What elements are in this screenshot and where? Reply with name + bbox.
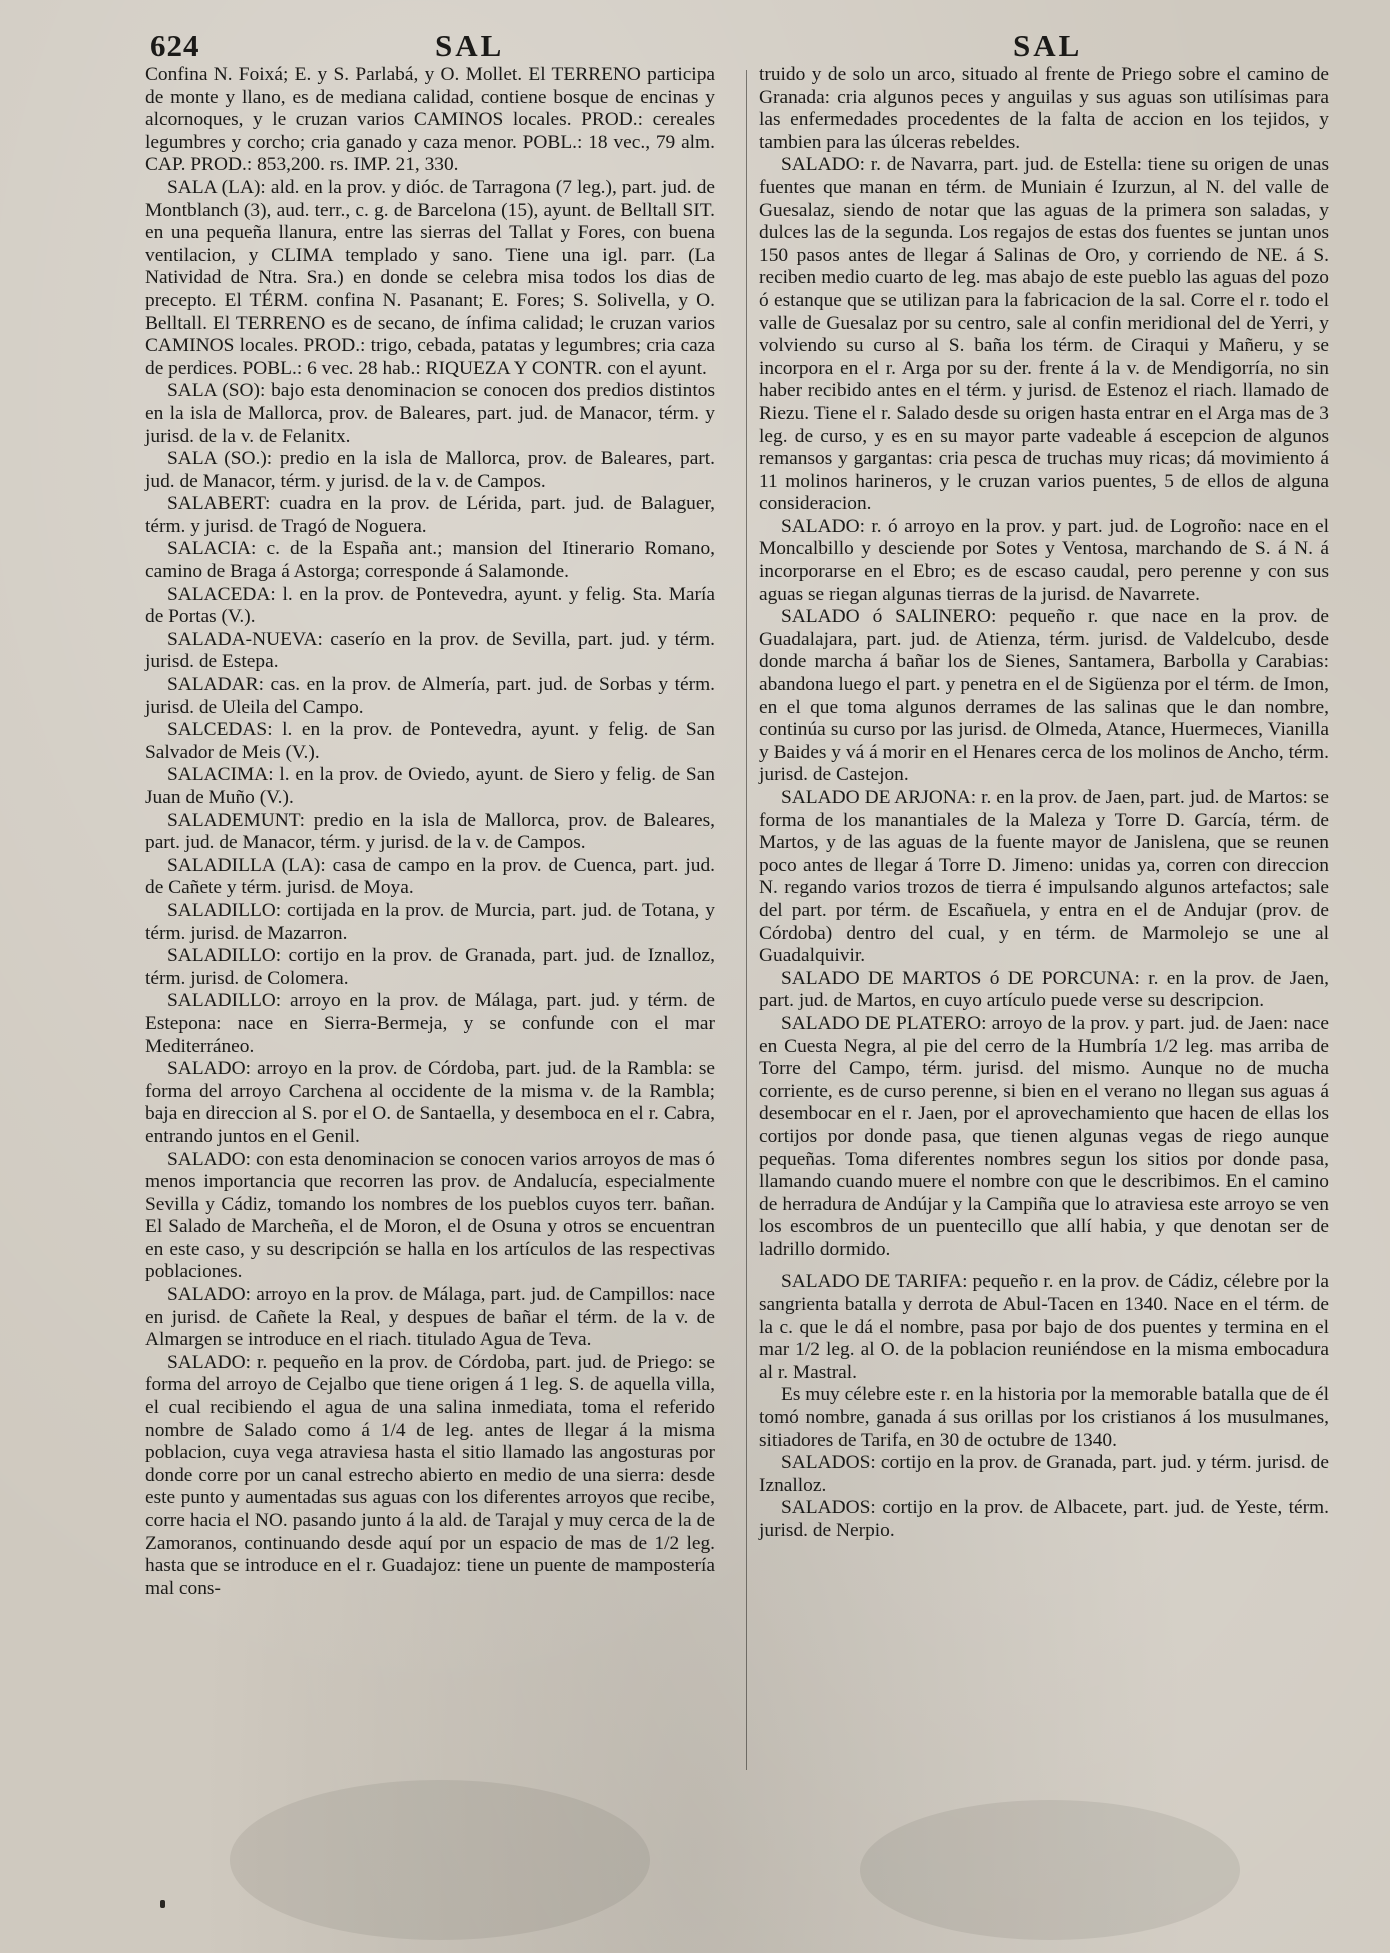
dictionary-entry: SALADO DE TARIFA: pequeño r. en la prov. de Cádiz, célebre por la sangrienta batalla y derrota de Abul-Tacen en 1340. Nace en el térm. de la c. que le dá el nombre, pasa por bajo de dos puentes y termina en el mar 1/2 leg. al O. de la poblacion reuniéndose en la misma embocadura al r. Mastral. [759,1271,1329,1383]
dictionary-entry: SALADO DE PLATERO: arroyo de la prov. y part. jud. de Jaen: nace en Cuesta Negra, al pie del cerro de la Humbría 1/2 leg. mas arriba de Torre del Campo, térm. jurisd. del mismo. Aunque no de mucha corriente, es de curso perenne, si bien en el verano no llegan sus aguas á desembocar en el r. Jaen, por el aprovechamiento que hacen de ellas los cortijos por donde pasa, que tienen algunas vegas de riego aunque pequeñas. Toma diferentes nombres segun los sitios por donde pasa, llamando cuando muere el nombre con que le describimos. En el camino de herradura de Andújar y la Campiña que lo atraviesa este arroyo se ven los escombros de un puentecillo que allí habia, y que denotan ser de ladrillo dormido. [759,1012,1329,1260]
right-column [759,64,1329,1543]
dictionary-entry: SALADILLA (LA): casa de campo en la prov. de Cuenca, part. jud. de Cañete y térm. jurisd. de Moya. [145,854,715,899]
dictionary-entry: SALACIMA: l. en la prov. de Oviedo, ayunt. de Siero y felig. de San Juan de Muño (V.). [145,764,715,808]
dictionary-entry: SALABERT: cuadra en la prov. de Lérida, part. jud. de Balaguer, térm. y jurisd. de Tragó de Noguera. [145,493,715,537]
paper-stain [860,1800,1240,1940]
dictionary-entry: SALADO: r. pequeño en la prov. de Córdoba, part. jud. de Priego: se forma del arroyo de Cejalbo que tiene origen á 1 leg. S. de aquella villa, el cual recibiendo el agua de una salina inmediata, toma el referido nombre de Salado como á 1/4 de leg. antes de llegar á la misma poblacion, cuya vega atraviesa hasta el sitio llamado las angosturas por donde corre por un canal estrecho abierto en medio de una sierra: desde este punto y aumentadas sus aguas con los diferentes arroyos que recibe, corre hacia el NO. pasando junto á la ald. de Tarajal y muy cerca de la de Zamoranos, continuando desde aquí por un espacio de mas de 1/2 leg. hasta que se introduce en el r. Guadajoz: tiene un puente de mampostería mal cons- [145,1351,715,1599]
dictionary-entry: SALCEDAS: l. en la prov. de Pontevedra, ayunt. y felig. de San Salvador de Meis (V.). [145,719,715,763]
dictionary-entry: SALADILLO: cortijada en la prov. de Murcia, part. jud. de Totana, y térm. jurisd. de Mazarron. [145,899,715,944]
dictionary-entry: SALADEMUNT: predio en la isla de Mallorca, prov. de Baleares, part. jud. de Manacor, térm. y jurisd. de la v. de Campos. [145,809,715,854]
dictionary-entry: SALADILLO: arroyo en la prov. de Málaga, part. jud. y térm. de Estepona: nace en Sierra-Bermeja, y se confunde con el mar Mediterráneo. [145,990,715,1057]
dictionary-entry: SALADO ó SALINERO: pequeño r. que nace en la prov. de Guadalajara, part. jud. de Atienza, térm. jurisd. de Valdelcubo, desde donde marcha á bañar los de Sienes, Santamera, Barbolla y Carabias: abandona luego el part. y penetra en el de Sigüenza por el térm. de Imon, en el que toma algunos derrames de las salinas que le dan nombre, continúa su curso por las jurisd. de Olmeda, Atance, Huermeces, Vianilla y Baides y vá á morir en el Henares cerca de los molinos de Ancho, térm. jurisd. de Castejon. [759,606,1329,786]
dictionary-entry: SALADO: con esta denominacion se conocen varios arroyos de mas ó menos importancia que recorren las prov. de Andalucía, especialmente Sevilla y Cádiz, tomando los nombres de los pueblos cuyos terr. bañan. El Salado de Marcheña, el de Moron, el de Osuna y otros se encuentran en este caso, y su descripción se halla en los artículos de las respectivas poblaciones. [145,1148,715,1283]
dictionary-entry: truido y de solo un arco, situado al frente de Priego sobre el camino de Granada: cria algunos peces y anguilas y sus aguas son utilísimas para las enfermedades procedentes de la falta de accion en los tejidos, y tambien para las úlceras rebeldes. [759,64,1329,153]
dictionary-entry: SALADAR: cas. en la prov. de Almería, part. jud. de Sorbas y térm. jurisd. de Uleila del Campo. [145,674,715,718]
dictionary-entry: SALADOS: cortijo en la prov. de Albacete, part. jud. de Yeste, térm. jurisd. de Nerpio. [759,1497,1329,1541]
dictionary-entry: SALA (SO.): predio en la isla de Mallorca, prov. de Baleares, part. jud. de Manacor, térm. y jurisd. de la v. de Campos. [145,448,715,492]
dictionary-entry: SALADO: arroyo en la prov. de Córdoba, part. jud. de la Rambla: se forma del arroyo Carchena al occidente de la misma v. de la Rambla; baja en direccion al S. por el O. de Santaella, y desemboca en el r. Cabra, entrando juntos en el Genil. [145,1058,715,1147]
dictionary-entry: SALA (SO): bajo esta denominacion se conocen dos predios distintos en la isla de Mallorca, prov. de Baleares, part. jud. de Manacor, térm. y jurisd. de la v. de Felanitx. [145,380,715,447]
running-head-right: SAL [1013,28,1083,63]
dictionary-entry: SALADOS: cortijo en la prov. de Granada, part. jud. y térm. jurisd. de Iznalloz. [759,1452,1329,1496]
dictionary-entry: SALACIA: c. de la España ant.; mansion del Itinerario Romano, camino de Braga á Astorga; corresponde á Salamonde. [145,538,715,583]
dictionary-entry: Es muy célebre este r. en la historia por la memorable batalla que de él tomó nombre, ganada á sus orillas por los cristianos á los musulmanes, sitiadores de Tarifa, en 30 de octubre de 1340. [759,1384,1329,1451]
dictionary-entry: SALADO: r. de Navarra, part. jud. de Estella: tiene su origen de unas fuentes que manan en térm. de Muniain é Izurzun, al N. del valle de Guesalaz, siendo de notar que las aguas de la primera son saladas, y dulces las de la segunda. Los regajos de estas dos fuentes se juntan unos 150 pasos antes de llegar á Salinas de Oro, y corriendo de NE. á S. reciben medio cuarto de leg. mas abajo de este pueblo las aguas del pozo ó estanque que se utilizan para la fabricacion de la sal. Corre el r. todo el valle de Guesalaz por su centro, sale al confin meridional del de Yerri, y volviendo su curso al S. baña los térm. de Ciraqui y Mañeru, y se incorpora en el r. Arga por su der. frente á la v. de Mendigorría, no sin haber recibido antes en el térm. y jurisd. de Estenoz el riach. llamado de Riezu. Tiene el r. Salado desde su origen hasta entrar en el Arga mas de 3 leg. de curso, y es en su mayor parte vadeable á escepcion de algunos remansos y gargantas: cria pesca de truchas muy ricas; dá movimiento á 11 molinos harineros, y le cruzan varios puentes, 5 de ellos de alguna consideracion. [759,154,1329,515]
dictionary-entry: SALADO DE MARTOS ó DE PORCUNA: r. en la prov. de Jaen, part. jud. de Martos, en cuyo artículo puede verse su descripcion. [759,967,1329,1012]
dictionary-entry: SALACEDA: l. en la prov. de Pontevedra, ayunt. y felig. Sta. María de Portas (V.). [145,583,715,628]
left-column [145,64,715,1600]
dictionary-entry: SALADO: arroyo en la prov. de Málaga, part. jud. de Campillos: nace en jurisd. de Cañete la Real, y despues de bañar el térm. de la v. de Almargen se introduce en el riach. titulado Agua de Teva. [145,1284,715,1351]
paper-stain [230,1780,650,1940]
dictionary-entry: SALADILLO: cortijo en la prov. de Granada, part. jud. de Iznalloz, térm. jurisd. de Colomera. [145,945,715,989]
column-divider [746,70,747,1770]
running-head-left: SAL [435,28,505,63]
dictionary-entry: SALADO DE ARJONA: r. en la prov. de Jaen, part. jud. de Martos: se forma de los manantiales de la Maleza y Torre D. García, térm. de Martos, y de las aguas de la fuente mayor de Janislena, que se reunen poco antes de llegar á Torre D. Jimeno: unidas ya, corren con direccion N. regando varios trozos de tierra é impulsando algunos artefactos; sale del part. por térm. de Escañuela, y entra en el de Andujar (prov. de Córdoba) dentro del cual, y en térm. de Marmolejo se une al Guadalquivir. [759,787,1329,967]
ink-mark [160,1900,165,1908]
dictionary-entry: SALADA-NUEVA: caserío en la prov. de Sevilla, part. jud. y térm. jurisd. de Estepa. [145,628,715,673]
page-number: 624 [150,28,200,63]
dictionary-entry: SALADO: r. ó arroyo en la prov. y part. jud. de Logroño: nace en el Moncalbillo y desciende por Sotes y Ventosa, marchando de S. á N. á incorporarse en el Ebro; es de escaso caudal, pero perenne y con sus aguas se riegan algunas tierras de la jurisd. de Navarrete. [759,515,1329,605]
dictionary-entry: Confina N. Foixá; E. y S. Parlabá, y O. Mollet. El TERRENO participa de monte y llano, es de mediana calidad, contiene bosque de encinas y alcornoques, y le cruzan varios CAMINOS locales. PROD.: cereales legumbres y corcho; cria ganado y caza menor. POBL.: 18 vec., 79 alm. CAP. PROD.: 853,200. rs. IMP. 21, 330. [145,64,715,176]
dictionary-entry: SALA (LA): ald. en la prov. y dióc. de Tarragona (7 leg.), part. jud. de Montblanch (3), aud. terr., c. g. de Barcelona (15), ayunt. de Belltall SIT. en una pequeña llanura, entre las sierras del Tallat y Fores, con buena ventilacion, y CLIMA templado y sano. Tiene una igl. parr. (La Natividad de Ntra. Sra.) en donde se celebra misa todos los dias de precepto. El TÉRM. confina N. Pasanant; E. Fores; S. Solivella, y O. Belltall. El TERRENO es de secano, de ínfima calidad; le cruzan varios CAMINOS locales. PROD.: trigo, cebada, patatas y legumbres; cria caza de perdices. POBL.: 6 vec. 28 hab.: RIQUEZA Y CONTR. con el ayunt. [145,176,715,379]
